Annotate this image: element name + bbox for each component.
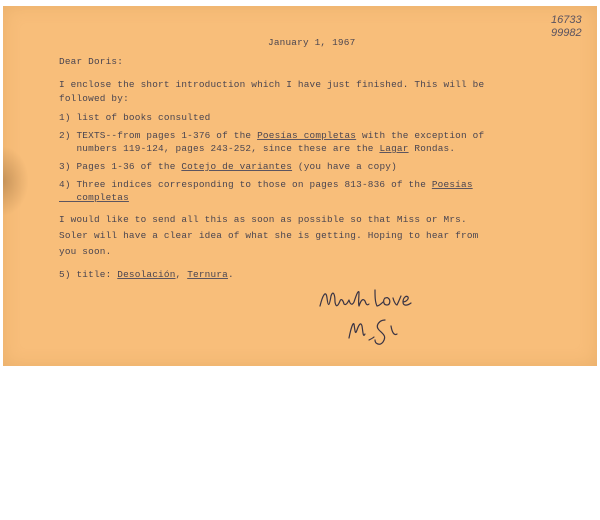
- item-5-title-1: Desolación: [117, 269, 176, 280]
- closing-line-1: I would like to send all this as soon as possible so that Miss or Mrs.: [59, 214, 467, 225]
- item-5: [59, 269, 234, 280]
- item-2-line-1: [59, 130, 484, 141]
- paper-smudge: [3, 146, 29, 216]
- item-2-line-2-suffix: Rondas.: [408, 143, 456, 154]
- item-4-line-2-title: completas: [59, 192, 129, 203]
- closing-line-2: Soler will have a clear idea of what she is getting. Hoping to hear from: [59, 230, 479, 241]
- archive-number-line1: 16733: [551, 14, 582, 26]
- letter-date: January 1, 1967: [268, 37, 356, 48]
- handwritten-signature: [317, 284, 427, 352]
- item-2-suffix: with the exception of: [356, 130, 485, 141]
- item-4-line-1: [59, 179, 473, 190]
- item-2-line-2: [59, 143, 455, 154]
- item-3-prefix: 3) Pages 1-36 of the: [59, 161, 182, 172]
- item-3-title: Cotejo de variantes: [181, 161, 293, 172]
- item-5-title-2: Ternura: [187, 269, 228, 280]
- item-2-line-2-title: Lagar: [379, 143, 409, 154]
- item-3: [59, 161, 397, 172]
- salutation: Dear Doris:: [59, 56, 124, 67]
- item-2-prefix: 2) TEXTS--from pages 1-376 of the: [59, 130, 258, 141]
- item-2-title: Poesías completas: [257, 130, 357, 141]
- intro-line-1: I enclose the short introduction which I have just finished. This will be: [59, 79, 485, 90]
- archive-number: [551, 14, 582, 40]
- item-5-separator: ,: [175, 269, 188, 280]
- item-1: 1) list of books consulted: [59, 112, 211, 123]
- item-4-title: Poesías: [431, 179, 473, 190]
- item-2-line-2-prefix: numbers 119-124, pages 243-252, since these are the: [59, 143, 380, 154]
- item-4-line-2: [59, 192, 129, 203]
- item-5-suffix: .: [227, 269, 234, 280]
- archive-number-line2: 99982: [551, 27, 582, 39]
- intro-line-2: followed by:: [59, 93, 129, 104]
- item-5-prefix: 5) title:: [59, 269, 118, 280]
- item-3-suffix: (you have a copy): [292, 161, 397, 172]
- item-4-prefix: 4) Three indices corresponding to those on pages 813-836 of the: [59, 179, 432, 190]
- letter-sheet: [3, 6, 597, 366]
- closing-line-3: you soon.: [59, 246, 112, 257]
